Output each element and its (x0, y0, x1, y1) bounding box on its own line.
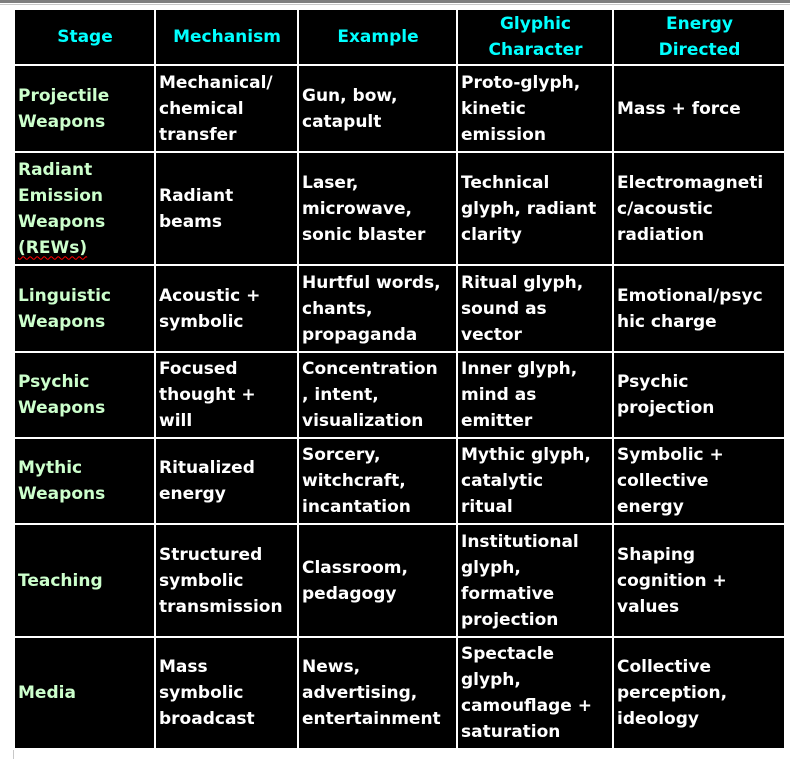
glyphic-character-cell: Inner glyph, mind as emitter (457, 352, 613, 438)
mechanism-cell: Radiant beams (155, 152, 298, 265)
table-row (14, 637, 785, 749)
glyphic-character-cell: Proto-glyph, kinetic emission (457, 65, 613, 152)
stage-cell: Linguistic Weapons (14, 265, 155, 352)
energy-directed-cell: Emotional/psyc hic charge (613, 265, 785, 352)
glyphic-character-cell: Ritual glyph, sound as vector (457, 265, 613, 352)
page-top-border-shadow (0, 4, 790, 5)
example-cell: Hurtful words, chants, propaganda (298, 265, 457, 352)
energy-directed-cell: Psychic projection (613, 352, 785, 438)
mechanism-cell: Focused thought + will (155, 352, 298, 438)
mechanism-cell: Mass symbolic broadcast (155, 637, 298, 749)
glyphic-character-cell: Institutional glyph, formative projection (457, 524, 613, 637)
mechanism-cell: Mechanical/ chemical transfer (155, 65, 298, 152)
mechanism-cell: Acoustic + symbolic (155, 265, 298, 352)
energy-directed-cell: Symbolic + collective energy (613, 438, 785, 524)
header-stage: Stage (14, 9, 155, 65)
glyph-stages-table (13, 8, 786, 750)
table-row (14, 265, 785, 352)
mechanism-cell: Structured symbolic transmission (155, 524, 298, 637)
table-row (14, 352, 785, 438)
energy-directed-cell: Shaping cognition + values (613, 524, 785, 637)
stage-cell: Projectile Weapons (14, 65, 155, 152)
header-energy-directed: Energy Directed (613, 9, 785, 65)
energy-directed-cell: Mass + force (613, 65, 785, 152)
spellcheck-flagged-word: (REWs) (18, 237, 88, 258)
stage-cell: Teaching (14, 524, 155, 637)
example-cell: Laser, microwave, sonic blaster (298, 152, 457, 265)
mechanism-cell: Ritualized energy (155, 438, 298, 524)
example-cell: Gun, bow, catapult (298, 65, 457, 152)
stage-cell: Psychic Weapons (14, 352, 155, 438)
example-cell: Concentration , intent, visualization (298, 352, 457, 438)
glyphic-character-cell: Mythic glyph, catalytic ritual (457, 438, 613, 524)
stage-cell: Mythic Weapons (14, 438, 155, 524)
energy-directed-cell: Electromagneti c/acoustic radiation (613, 152, 785, 265)
stage-cell: Radiant Emission Weapons (REWs) (14, 152, 155, 265)
page-top-border (0, 0, 790, 3)
table-row (14, 524, 785, 637)
table-row (14, 152, 785, 265)
glyphic-character-cell: Technical glyph, radiant clarity (457, 152, 613, 265)
glyphic-character-cell: Spectacle glyph, camouflage + saturation (457, 637, 613, 749)
table-row (14, 438, 785, 524)
example-cell: Sorcery, witchcraft, incantation (298, 438, 457, 524)
energy-directed-cell: Collective perception, ideology (613, 637, 785, 749)
header-glyphic-character: Glyphic Character (457, 9, 613, 65)
example-cell: Classroom, pedagogy (298, 524, 457, 637)
header-mechanism: Mechanism (155, 9, 298, 65)
stage-cell: Media (14, 637, 155, 749)
header-row (14, 9, 785, 65)
table-row (14, 65, 785, 152)
example-cell: News, advertising, entertainment (298, 637, 457, 749)
header-example: Example (298, 9, 457, 65)
